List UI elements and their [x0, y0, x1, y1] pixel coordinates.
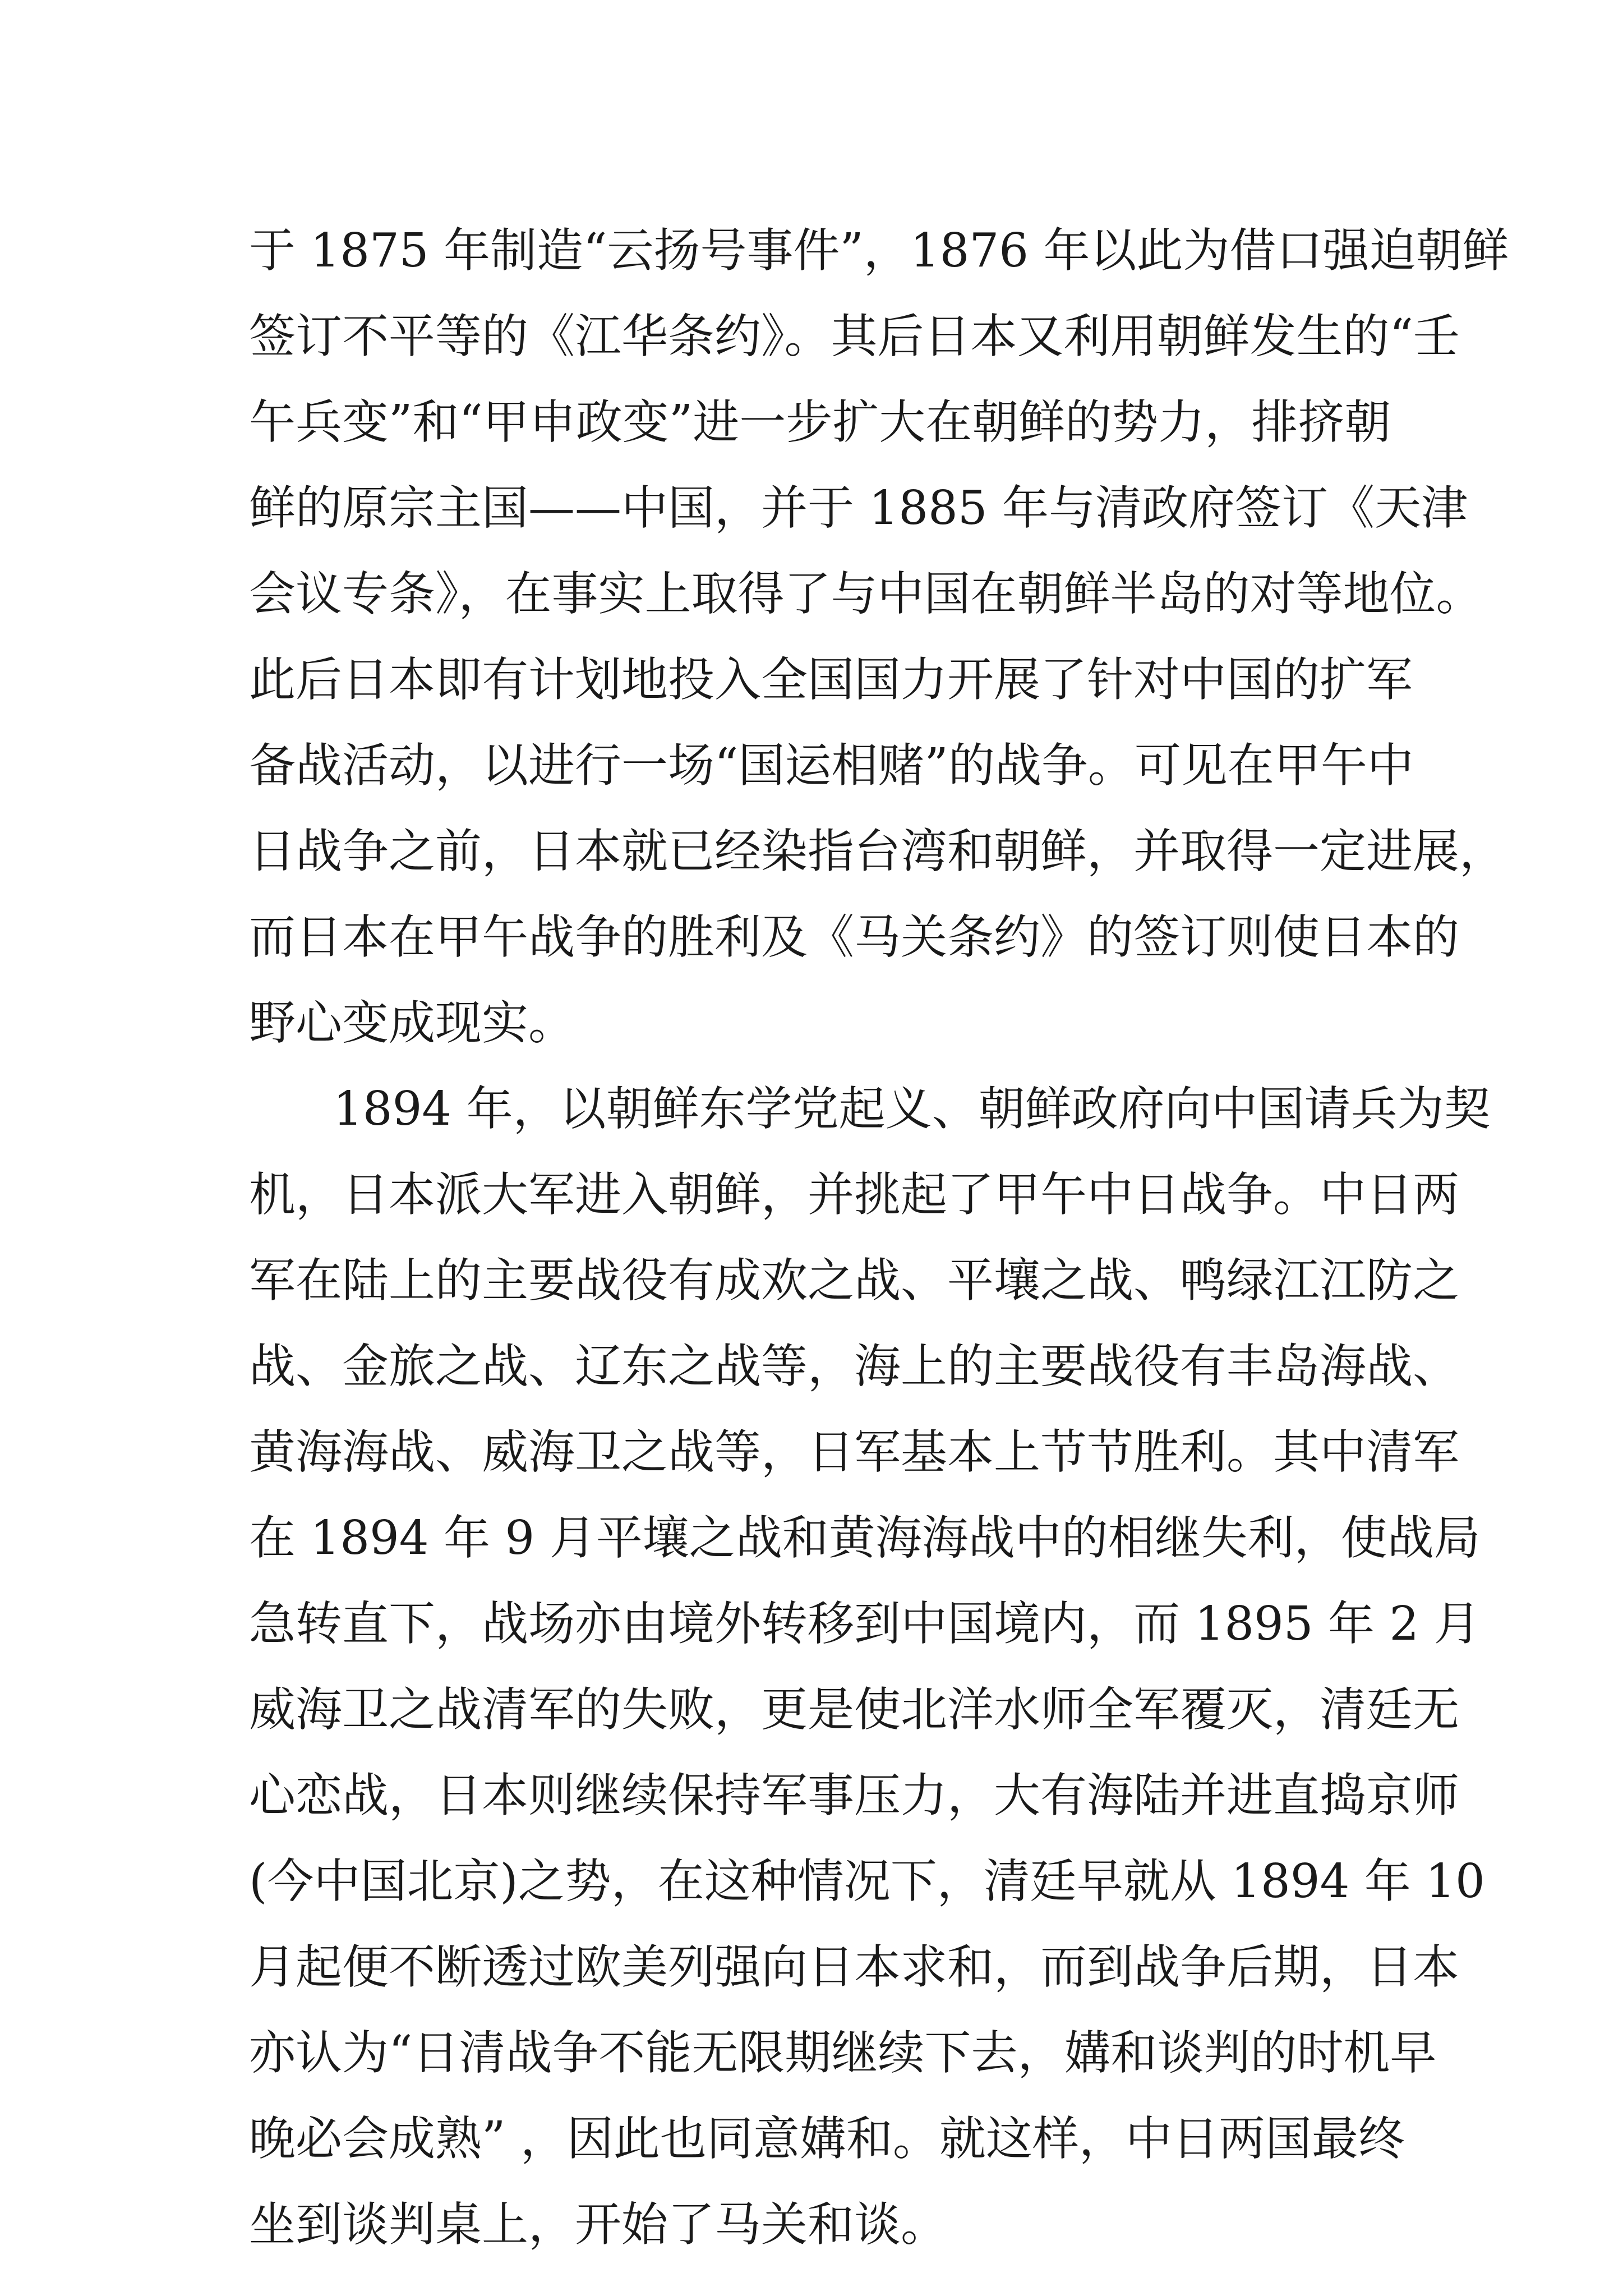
- text-line: 签订不平等的《江华条约》。其后日本又利用朝鲜发生的“壬: [249, 309, 1460, 364]
- text-line: 1894 年，以朝鲜东学党起义、朝鲜政府向中国请兵为契: [333, 1082, 1491, 1136]
- text-line: 日战争之前，日本就已经染指台湾和朝鲜，并取得一定进展，: [249, 824, 1506, 878]
- text-line: 黄海海战、威海卫之战等，日军基本上节节胜利。其中清军: [249, 1425, 1459, 1479]
- text-line: 此后日本即有计划地投入全国国力开展了针对中国的扩军: [249, 652, 1413, 707]
- text-line: (今中国北京)之势，在这种情况下，清廷早就从 1894 年 10: [249, 1854, 1485, 1908]
- text-line: 机，日本派大军进入朝鲜，并挑起了甲午中日战争。中日两: [249, 1167, 1459, 1222]
- text-line: 战、金旅之战、辽东之战等，海上的主要战役有丰岛海战、: [249, 1339, 1459, 1393]
- text-line: 野心变成现实。: [249, 996, 575, 1050]
- text-line: 于 1875 年制造“云扬号事件”，1876 年以此为借口强迫朝鲜: [249, 223, 1509, 278]
- text-line: 备战活动，以进行一场“国运相赌”的战争。可见在甲午中: [249, 738, 1414, 793]
- text-line: 在 1894 年 9 月平壤之战和黄海海战中的相继失利，使战局: [249, 1511, 1481, 1565]
- text-line: 心恋战，日本则继续保持军事压力，大有海陆并进直捣京师: [249, 1768, 1459, 1823]
- paragraph-1: [249, 208, 1509, 1066]
- text-line: 会议专条》，在事实上取得了与中国在朝鲜半岛的对等地位。: [249, 567, 1483, 621]
- paragraph-2: [249, 1066, 1491, 2267]
- text-line: 急转直下，战场亦由境外转移到中国境内，而 1895 年 2 月: [249, 1596, 1481, 1651]
- text-line: 鲜的原宗主国——中国，并于 1885 年与清政府签订《天津: [249, 481, 1468, 535]
- body-text: [249, 208, 1509, 2267]
- text-line: 午兵变”和“甲申政变”进一步扩大在朝鲜的势力，排挤朝: [249, 395, 1391, 449]
- text-line: 而日本在甲午战争的胜利及《马关条约》的签订则使日本的: [249, 910, 1459, 964]
- text-line: 威海卫之战清军的失败，更是使北洋水师全军覆灭，清廷无: [249, 1682, 1459, 1737]
- text-line: 晚必会成熟” ，因此也同意媾和。就这样，中日两国最终: [249, 2111, 1405, 2166]
- text-line: 军在陆上的主要战役有成欢之战、平壤之战、鸭绿江江防之: [249, 1253, 1459, 1308]
- text-line: 亦认为“日清战争不能无限期继续下去，媾和谈判的时机早: [249, 2026, 1437, 2080]
- text-line: 坐到谈判桌上，开始了马关和谈。: [249, 2197, 947, 2252]
- text-line: 月起便不断透过欧美列强向日本求和，而到战争后期，日本: [249, 1940, 1459, 1994]
